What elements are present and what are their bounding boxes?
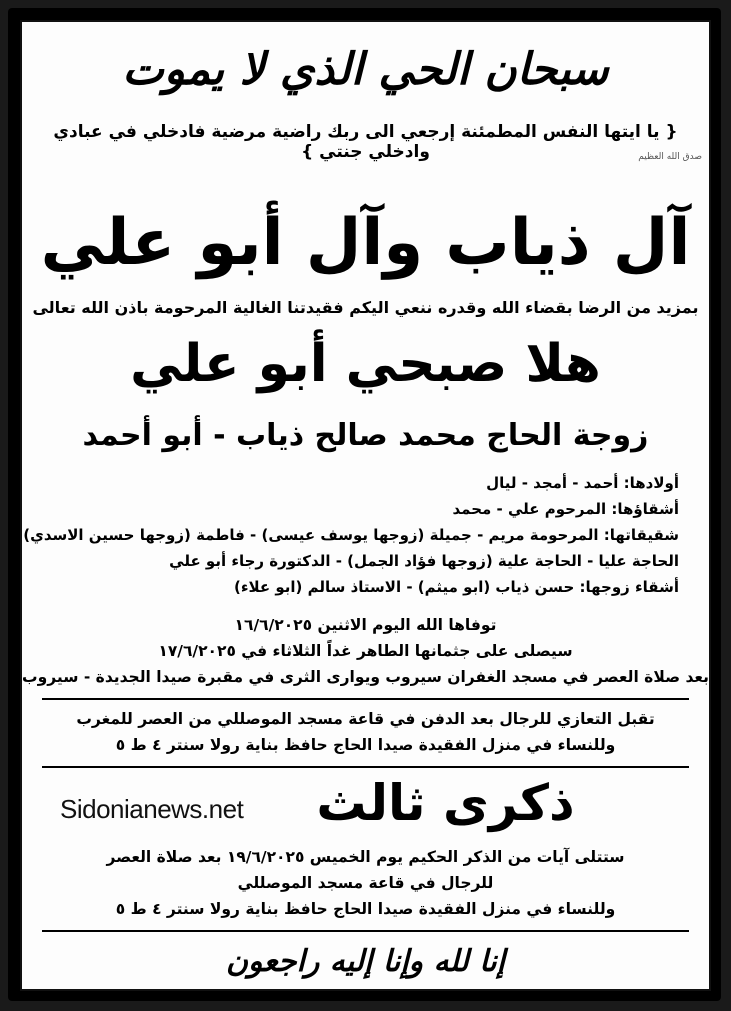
memorial-line-3: وللنساء في منزل الفقيدة صيدا الحاج حافظ بناية رولا سنتر ٤ ط ٥ xyxy=(115,900,616,918)
death-date: توفاها الله اليوم الاثنين ١٦/٦/٢٠٢٥ xyxy=(234,616,497,634)
verse-source: صدق الله العظيم xyxy=(638,152,702,162)
relatives-sisters-2: الحاجة عليا - الحاجة علية (زوجها فؤاد الجمل) - الدكتورة رجاء أبو علي xyxy=(169,552,679,570)
relatives-brothers: أشقاؤها: المرحوم علي - محمد xyxy=(452,500,679,518)
relatives-children: أولادها: أحمد - أمجد - ليال xyxy=(486,474,679,492)
quran-verse: { يا ايتها النفس المطمئنة إرجعي الى ربك راضية مرضية فادخلي في عبادي وادخلي جنتي } xyxy=(53,122,678,162)
spouse-line: زوجة الحاج محمد صالح ذياب - أبو أحمد xyxy=(82,418,649,453)
relatives-in-laws: أشقاء زوجها: حسن ذياب (ابو ميثم) - الاستاذ سالم (ابو علاء) xyxy=(233,578,679,596)
memorial-line-2: للرجال في قاعة مسجد الموصللي xyxy=(237,874,494,892)
memorial-line-1: ستتلى آيات من الذكر الحكيم يوم الخميس ١٩/٦/٢٠٢٥ بعد صلاة العصر xyxy=(106,848,625,866)
intro-text: بمزيد من الرضا بقضاء الله وقدره ننعي اليكم فقيدتنا الغالية المرحومة باذن الله تعالى xyxy=(32,298,699,317)
memorial-title: ذكرى ثالث xyxy=(316,774,575,832)
divider xyxy=(42,766,689,768)
divider xyxy=(42,698,689,700)
website-watermark: Sidonianews.net xyxy=(60,794,244,824)
condolences-women: وللنساء في منزل الفقيدة صيدا الحاج حافظ بناية رولا سنتر ٤ ط ٥ xyxy=(115,736,616,754)
burial-location: بعد صلاة العصر في مسجد الغفران سيروب ويوارى الثرى في مقبرة صيدا الجديدة - سيروب xyxy=(22,668,709,686)
deceased-name: هلا صبحي أبو علي xyxy=(130,334,601,394)
divider xyxy=(42,930,689,932)
relatives-sisters-1: شقيقاتها: المرحومة مريم - جميلة (زوجها يوسف عيسى) - فاطمة (زوجها حسين الاسدي) xyxy=(23,526,679,544)
condolences-men: تقبل التعازي للرجال بعد الدفن في قاعة مسجد الموصللي من العصر للمغرب xyxy=(76,710,655,728)
footer-calligraphy: إنا لله وإنا إليه راجعون xyxy=(225,944,506,979)
obituary-notice xyxy=(20,20,711,991)
header-calligraphy: سبحان الحي الذي لا يموت xyxy=(122,44,609,95)
families-heading: آل ذياب وآل أبو علي xyxy=(40,206,691,280)
prayer-date: سيصلى على جثمانها الطاهر غداً الثلاثاء في ١٧/٦/٢٠٢٥ xyxy=(158,642,573,660)
